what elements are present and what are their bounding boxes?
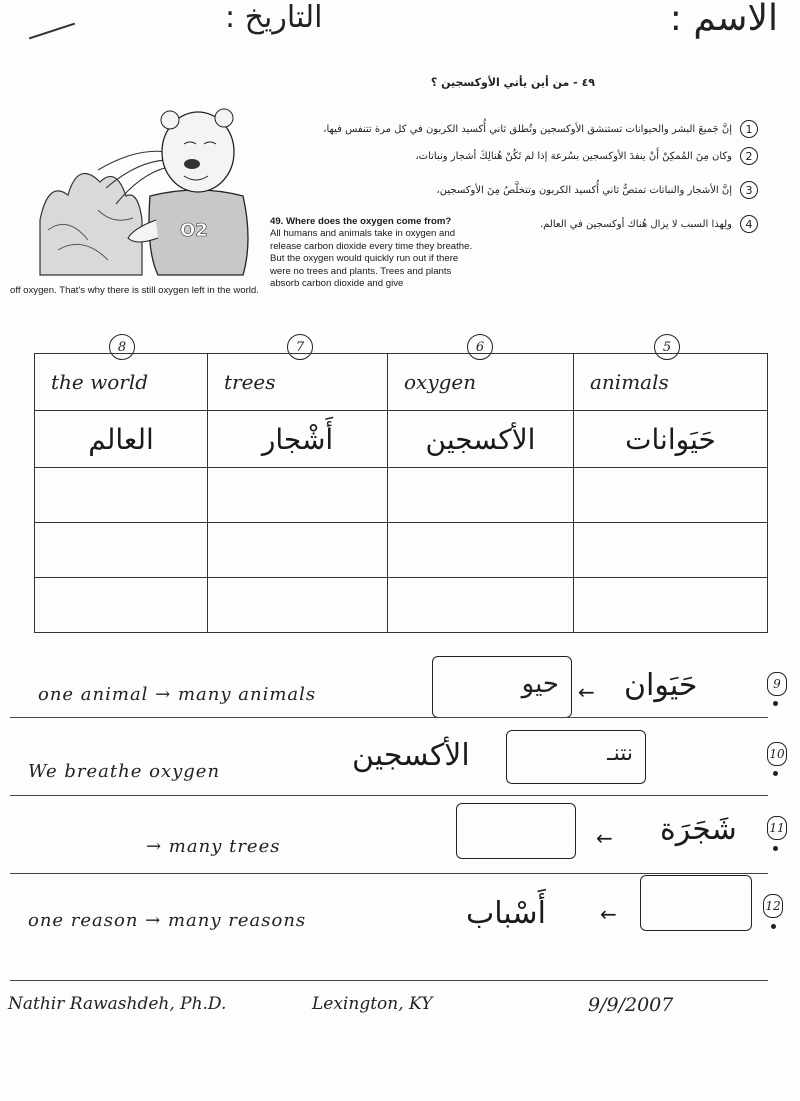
sentence-number: 3 [740, 181, 758, 199]
english-passage [270, 216, 480, 290]
arabic-cell: العالم [35, 411, 208, 468]
english-cell: the world [35, 354, 208, 411]
sentence-text: وكان مِنَ المُمكِنْ أَنْ ينفدَ الأوكسجين بسُرعة إذا لم تَكُنْ هُنالِكَ أشجار ونباتات، [415, 150, 732, 162]
exercise-12-answer-box[interactable] [640, 875, 752, 931]
empty-cell[interactable] [574, 578, 768, 633]
exercise-number-10: 10 [767, 742, 787, 766]
empty-cell[interactable] [208, 468, 388, 523]
column-number-5: 5 [654, 334, 680, 360]
bullet-dot [773, 846, 778, 851]
english-body: All humans and animals take in oxygen and release carbon dioxide every time they breathe. But the oxygen would quickly run out if there were no trees and plants. Trees and plants absorb carbon dioxide and give [270, 228, 473, 290]
sentence-4 [540, 215, 758, 233]
bullet-dot [773, 771, 778, 776]
exercise-10-answer-box[interactable] [506, 730, 646, 784]
column-number-6: 6 [467, 334, 493, 360]
empty-cell[interactable] [574, 468, 768, 523]
english-row [35, 354, 768, 411]
exercise-10-english: We breathe oxygen [28, 761, 221, 782]
arabic-cell: الأكسجين [388, 411, 574, 468]
author-name: Nathir Rawashdeh, Ph.D. [8, 994, 227, 1014]
empty-row [35, 578, 768, 633]
question-title-arabic: ٤٩ - من أين يأتي الأوكسجين ؟ [430, 76, 595, 89]
column-number-7: 7 [287, 334, 313, 360]
date-label: التاريخ : [225, 0, 323, 35]
empty-cell[interactable] [208, 578, 388, 633]
divider-line [10, 717, 768, 718]
arabic-cell: حَيَوانات [574, 411, 768, 468]
column-number-8: 8 [109, 334, 135, 360]
sentence-number: 2 [740, 147, 758, 165]
arrow-left-icon: ← [578, 680, 595, 704]
exercise-12-arabic: أَسْباب [466, 896, 546, 931]
answer-text: حيو [521, 669, 559, 699]
exercise-9-english: one animal → many animals [38, 684, 317, 705]
sentence-number: 1 [740, 120, 758, 138]
divider-line [10, 980, 768, 981]
exercise-11-answer-box[interactable] [456, 803, 576, 859]
divider-line [10, 873, 768, 874]
empty-cell[interactable] [574, 523, 768, 578]
exercise-10-arabic: الأكسجين [352, 738, 470, 773]
english-cell: oxygen [388, 354, 574, 411]
arabic-cell: أَشْجار [208, 411, 388, 468]
empty-cell[interactable] [388, 523, 574, 578]
sentence-text: ولِهذا السبب لا يزال هُناك أوكسجين في العالم. [539, 218, 732, 230]
location: Lexington, KY [312, 994, 433, 1014]
exercise-9-answer-box[interactable] [432, 656, 572, 718]
arrow-left-icon: ← [600, 902, 617, 926]
exercise-11-english: → many trees [146, 836, 281, 857]
exercise-11-arabic: شَجَرَة [660, 812, 737, 847]
exercise-number-11: 11 [767, 816, 787, 840]
bullet-dot [771, 924, 776, 929]
pen-stroke [29, 23, 75, 40]
vocabulary-table [34, 353, 768, 633]
empty-cell[interactable] [388, 578, 574, 633]
arabic-row [35, 411, 768, 468]
sentence-text: إنَّ جَميعَ البشر والحيوانات تستنشق الأوكسجين وتُطلق ثاني أُكسيد الكربون في كل مرة تتنفس فيها، [323, 123, 732, 135]
sentence-text: إنَّ الأشجار والنباتات تمتصُّ ثاني أُكسيد الكربون وتتخلَّصُ مِنَ الأوكسجين، [436, 184, 732, 196]
sentence-1 [323, 120, 758, 138]
english-passage-last-line: off oxygen. That's why there is still oxygen left in the world. [10, 285, 259, 296]
shirt-text: O2 [180, 220, 208, 241]
sentence-number: 4 [740, 215, 758, 233]
sentence-2 [415, 147, 758, 165]
bullet-dot [773, 701, 778, 706]
empty-cell[interactable] [388, 468, 574, 523]
date: 9/9/2007 [588, 994, 674, 1016]
empty-cell[interactable] [35, 578, 208, 633]
bear-breathing-illustration [38, 100, 266, 278]
arrow-left-icon: ← [596, 826, 613, 850]
exercise-number-12: 12 [763, 894, 783, 918]
empty-cell[interactable] [35, 468, 208, 523]
empty-row [35, 523, 768, 578]
exercise-9-arabic: حَيَوان [624, 668, 698, 703]
exercise-12-english: one reason → many reasons [28, 910, 307, 931]
english-cell: trees [208, 354, 388, 411]
sentence-3 [437, 181, 759, 199]
english-title: 49. Where does the oxygen come from? [270, 216, 452, 227]
english-cell: animals [574, 354, 768, 411]
empty-cell[interactable] [208, 523, 388, 578]
name-label: الاسم : [669, 0, 778, 39]
exercise-number-9: 9 [767, 672, 787, 696]
answer-text: نتنـ [607, 741, 633, 766]
divider-line [10, 795, 768, 796]
empty-row [35, 468, 768, 523]
empty-cell[interactable] [35, 523, 208, 578]
